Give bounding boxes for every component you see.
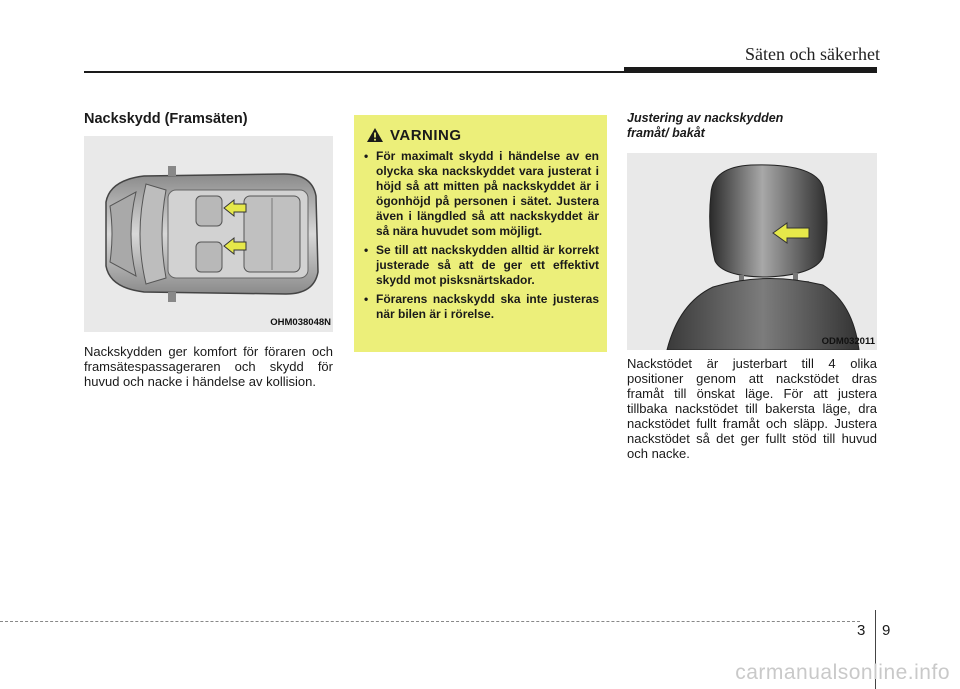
warning-item: • För maximalt skydd i händelse av en olycka ska nackskyddet vara justerat i höjd så att mitten på nackskyddet är i ögonhöjd på personen i sätet. Justera även i längdled så att nackskyddet är så nära huvudet som möjligt.: [364, 149, 599, 238]
subheading: Justering av nackskydden framåt/ bakåt: [627, 111, 784, 140]
warning-item: • Se till att nackskydden alltid är korrekt justerade så att de ger ett effektivt skydd mot pisksnärtskador.: [364, 243, 599, 287]
warning-triangle-icon: [366, 127, 384, 143]
adjust-paragraph: Nackstödet är justerbart till 4 olika positioner genom att nackstödet dras framåt till önskat läge. För att justera tillbaka nackstödet till bakersta läge, dra nackstödet fullt framåt och släpp. Justera nackstödet så det ger fullt stöd till huvud och nacke.: [627, 356, 877, 461]
car-top-view-icon: [84, 136, 333, 332]
warning-title: VARNING: [390, 126, 462, 144]
warning-box: [354, 115, 607, 352]
headrest-with-arrow-icon: [627, 153, 877, 350]
section-heading: Nackskydd (Framsäten): [84, 111, 248, 127]
intro-paragraph: Nackskydden ger komfort för föraren och framsätespassageraren och skydd för huvud och nacke i händelse av kollision.: [84, 344, 333, 389]
warning-list: [362, 149, 599, 322]
chapter-number: 3: [857, 622, 866, 639]
headrest-figure: [627, 153, 877, 350]
page-header-title: Säten och säkerhet: [745, 44, 880, 64]
figure-code: ODM032011: [821, 336, 875, 347]
footer-rule: [0, 621, 860, 622]
watermark: carmanualsonline.info: [735, 661, 950, 684]
warning-item: • Förarens nackskydd ska inte justeras när bilen är i rörelse.: [364, 292, 599, 321]
page-number: 9: [882, 622, 891, 639]
car-top-view-figure: [84, 136, 333, 332]
header-rule: [84, 71, 624, 73]
header-rule-accent: [624, 67, 877, 73]
figure-code: OHM038048N: [270, 317, 331, 328]
